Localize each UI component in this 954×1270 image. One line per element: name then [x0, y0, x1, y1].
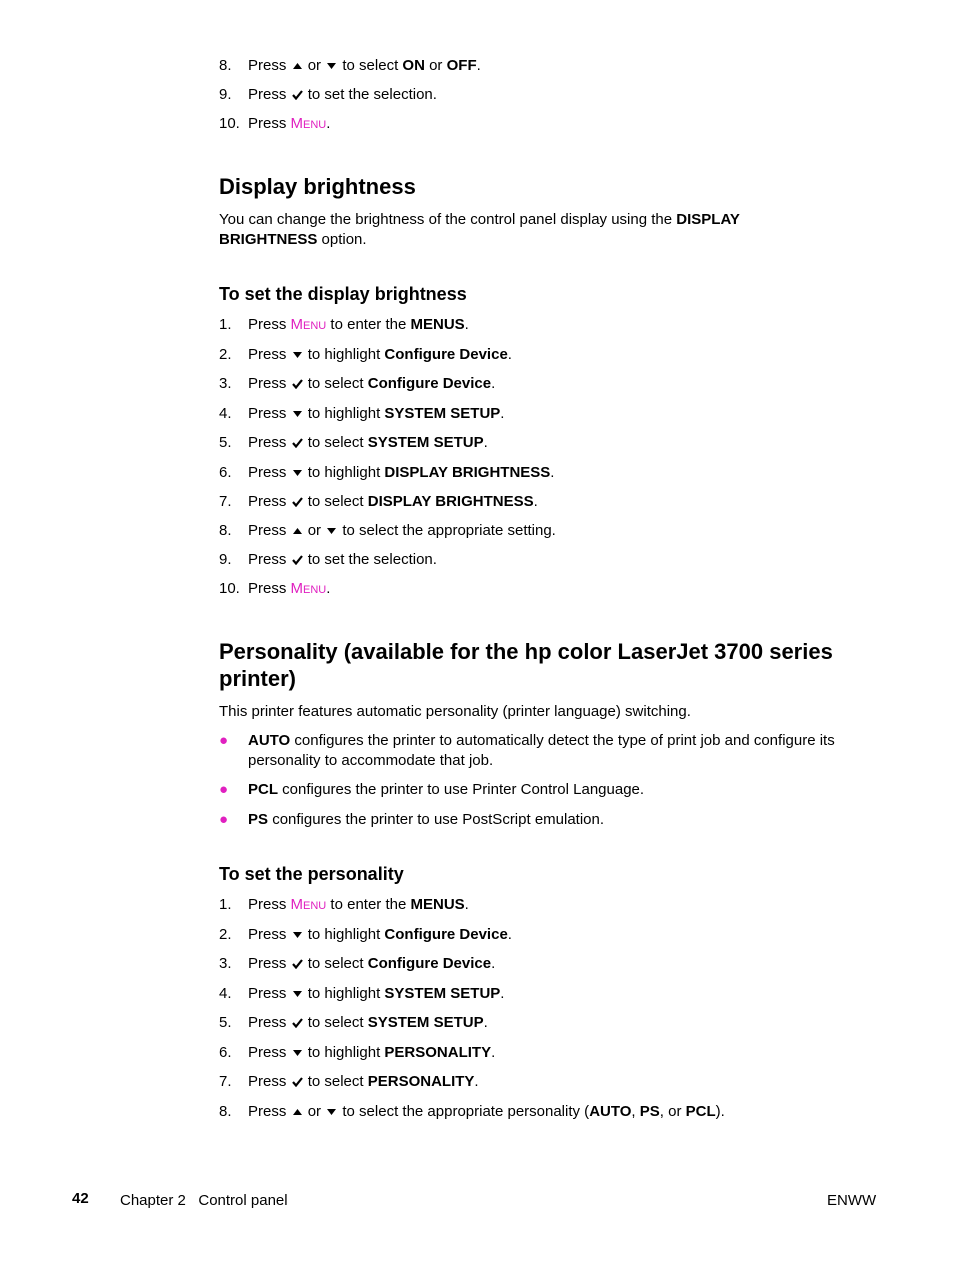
step-text: Press [248, 1014, 287, 1031]
step-text: to select [307, 375, 364, 392]
step-number: 5. [219, 1014, 232, 1031]
step-text: to enter the [330, 316, 407, 333]
step-number: 10. [219, 115, 240, 132]
checkmark-icon [292, 959, 303, 969]
intro-paragraph [219, 210, 819, 250]
step-text: to set the selection. [307, 86, 437, 103]
chapter-title: Chapter 2 Control panel [120, 1192, 288, 1209]
step-number: 8. [219, 1103, 232, 1120]
checkmark-icon [292, 438, 303, 448]
step-text: Press [248, 1103, 287, 1120]
punctuation: . [491, 955, 496, 972]
step-number: 6. [219, 464, 232, 481]
subsection-heading: To set the display brightness [219, 284, 467, 304]
step-text: to highlight [307, 985, 381, 1002]
punctuation: . [507, 926, 512, 943]
step-number: 4. [219, 405, 232, 422]
option-label: PCL [248, 781, 278, 798]
option-label: SYSTEM SETUP [384, 405, 501, 422]
option-label: OFF [446, 57, 477, 74]
step-number: 3. [219, 955, 232, 972]
step-text: Press [248, 375, 287, 392]
heading-line: Personality (available for the hp color LaserJet 3700 series [219, 639, 833, 664]
step-number: 1. [219, 316, 232, 333]
option-label: BRIGHTNESS [219, 231, 318, 248]
option-label: DISPLAY BRIGHTNESS [384, 464, 551, 481]
step-text: Press [248, 57, 287, 74]
down-arrow-icon [292, 931, 303, 939]
step-text: to select the appropriate personality ( [342, 1103, 590, 1120]
step-number: 6. [219, 1044, 232, 1061]
step-text: to select [307, 1014, 364, 1031]
step-text: to select [307, 1073, 364, 1090]
option-label: Configure Device [384, 346, 508, 363]
option-label: SYSTEM SETUP [367, 434, 484, 451]
option-label: Configure Device [384, 926, 508, 943]
step-number: 2. [219, 926, 232, 943]
down-arrow-icon [292, 410, 303, 418]
up-arrow-icon [292, 527, 303, 535]
punctuation: . [491, 375, 496, 392]
step-text: to select [342, 57, 399, 74]
step-number: 2. [219, 346, 232, 363]
down-arrow-icon [292, 990, 303, 998]
step-number: 5. [219, 434, 232, 451]
step-text: Press [248, 493, 287, 510]
punctuation: . [326, 115, 331, 132]
step-number: 9. [219, 551, 232, 568]
option-label: AUTO [589, 1103, 632, 1120]
step-text: or [307, 522, 322, 539]
menu-key-label: Menu [290, 580, 327, 597]
down-arrow-icon [292, 469, 303, 477]
option-label: PERSONALITY [384, 1044, 492, 1061]
checkmark-icon [292, 555, 303, 565]
option-label: DISPLAY [676, 211, 740, 228]
up-arrow-icon [292, 62, 303, 70]
option-label: ON [402, 57, 425, 74]
step-text: Press [248, 522, 287, 539]
checkmark-icon [292, 379, 303, 389]
checkmark-icon [292, 1018, 303, 1028]
step-text: or [307, 57, 322, 74]
bullet-icon: ● [219, 781, 229, 798]
punctuation: , [631, 1103, 636, 1120]
step-text: to highlight [307, 926, 381, 943]
step-text: to highlight [307, 346, 381, 363]
step-number: 3. [219, 375, 232, 392]
section-heading: Display brightness [219, 174, 416, 199]
bullet-item [219, 780, 864, 800]
punctuation: ). [715, 1103, 725, 1120]
punctuation: . [483, 1014, 488, 1031]
option-label: PS [248, 811, 269, 828]
option-label: DISPLAY BRIGHTNESS [367, 493, 534, 510]
paragraph-text: option. [321, 231, 367, 248]
step-number: 8. [219, 522, 232, 539]
punctuation: . [507, 346, 512, 363]
step-number: 4. [219, 985, 232, 1002]
menu-key-label: Menu [290, 896, 327, 913]
bullet-icon: ● [219, 732, 229, 749]
step-text: to select the appropriate setting. [342, 522, 556, 539]
punctuation: . [491, 1044, 496, 1061]
down-arrow-icon [326, 527, 337, 535]
option-label: PERSONALITY [367, 1073, 475, 1090]
down-arrow-icon [326, 1108, 337, 1116]
step-text: Press [248, 580, 287, 597]
step-text: Press [248, 896, 287, 913]
bullet-icon: ● [219, 811, 229, 828]
option-label: Configure Device [367, 955, 492, 972]
section-heading [219, 638, 833, 692]
option-label: SYSTEM SETUP [384, 985, 501, 1002]
punctuation: . [500, 985, 505, 1002]
punctuation: . [550, 464, 555, 481]
step-number: 8. [219, 57, 232, 74]
punctuation: . [483, 434, 488, 451]
step-text: or [429, 57, 443, 74]
punctuation: . [464, 316, 469, 333]
option-label: MENUS [410, 896, 465, 913]
step-text: to highlight [307, 405, 381, 422]
step-text: to enter the [330, 896, 407, 913]
punctuation: , or [659, 1103, 682, 1120]
menu-key-label: Menu [290, 316, 327, 333]
step-number: 7. [219, 1073, 232, 1090]
step-text: Press [248, 1073, 287, 1090]
step-text: to highlight [307, 464, 381, 481]
option-label: Configure Device [367, 375, 492, 392]
paragraph-text: You can change the brightness of the control panel display using the [219, 211, 673, 228]
step-text: Press [248, 464, 287, 481]
checkmark-icon [292, 1077, 303, 1087]
step-text: Press [248, 316, 287, 333]
option-label: AUTO [248, 732, 291, 749]
option-label: SYSTEM SETUP [367, 1014, 484, 1031]
step-text: Press [248, 115, 287, 132]
step-number: 10. [219, 580, 240, 597]
punctuation: . [476, 57, 481, 74]
step-text: Press [248, 955, 287, 972]
subsection-heading: To set the personality [219, 864, 404, 884]
step-text: to highlight [307, 1044, 381, 1061]
bullet-item [219, 810, 864, 830]
step-text: Press [248, 86, 287, 103]
step-number: 1. [219, 896, 232, 913]
step-number: 9. [219, 86, 232, 103]
bullet-item [219, 731, 864, 771]
step-text: to select [307, 434, 364, 451]
intro-paragraph: This printer features automatic personality (printer language) switching. [219, 703, 691, 720]
menu-key-label: Menu [290, 115, 327, 132]
bullet-text: configures the printer to use Printer Control Language. [282, 781, 645, 798]
punctuation: . [533, 493, 538, 510]
down-arrow-icon [292, 1049, 303, 1057]
heading-line: printer) [219, 666, 296, 691]
option-label: PCL [685, 1103, 716, 1120]
punctuation: . [500, 405, 505, 422]
option-label: MENUS [410, 316, 465, 333]
page-number: 42 [72, 1190, 89, 1207]
checkmark-icon [292, 497, 303, 507]
step-number: 7. [219, 493, 232, 510]
punctuation: . [464, 896, 469, 913]
step-text: or [307, 1103, 322, 1120]
step-text: Press [248, 346, 287, 363]
punctuation: . [326, 580, 331, 597]
option-label: PS [639, 1103, 660, 1120]
bullet-text: configures the printer to use PostScript emulation. [272, 811, 605, 828]
bullet-text: configures the printer to automatically detect the type of print job and configure its personality to accommodate that job. [248, 732, 835, 769]
step-text: to select [307, 955, 364, 972]
down-arrow-icon [292, 351, 303, 359]
step-text: to set the selection. [307, 551, 437, 568]
step-text: Press [248, 551, 287, 568]
up-arrow-icon [292, 1108, 303, 1116]
step-text: Press [248, 434, 287, 451]
step-text: Press [248, 985, 287, 1002]
step-text: Press [248, 405, 287, 422]
step-text: Press [248, 926, 287, 943]
punctuation: . [474, 1073, 479, 1090]
step-text: to select [307, 493, 364, 510]
checkmark-icon [292, 90, 303, 100]
footer-right-label: ENWW [827, 1192, 877, 1209]
step-text: Press [248, 1044, 287, 1061]
down-arrow-icon [326, 62, 337, 70]
